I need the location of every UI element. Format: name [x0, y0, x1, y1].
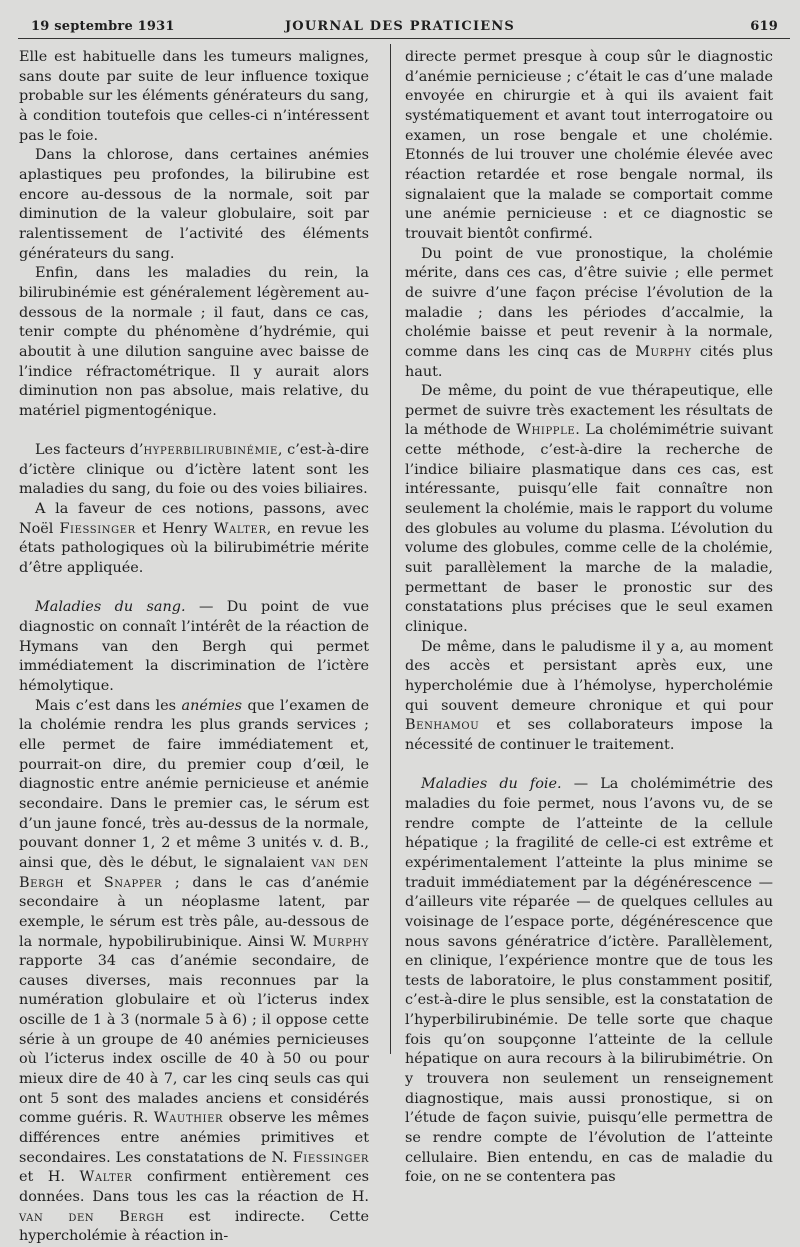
spacer	[19, 579, 369, 599]
header-date: 19 septembre 1931	[31, 19, 175, 34]
paragraph: directe permet presque à coup sûr le diagnostic d’anémie pernicieuse ; c’était le cas d’une malade envoyée en chirurgie et à qui ils avaient fait systématiquement et avant tout interrogatoire ou examen, un rose bengale et une cholémie. Etonnés de lui trouver une cholémie élevée avec réaction retardée et rose bengale normal, ils signalaient que la malade se comportait comme une anémie pernicieuse : et ce diagnostic se trouvait bientôt confirmé.	[405, 49, 773, 242]
spacer	[19, 421, 369, 441]
paragraph: De même, du point de vue thérapeutique, elle permet de suivre très exactement les résultats de la méthode de Whipple. La cholémimétrie suivant cette méthode, c’est-à-dire la recherche de l’indice biliaire plasmatique dans ces cas, est intéressante, puisqu’elle fait connaître non seulement la cholémie, mais le rapport du volume des globules au volume du plasma. L’évolution du volume des globules, comme celle de la cholémie, suit parallèlement la marche de la maladie, permettant de baser le pronostic sur des constatations plus précises que le seul examen clinique.	[405, 383, 773, 636]
journal-title: JOURNAL DES PRATICIENS	[284, 19, 516, 34]
spacer	[405, 756, 773, 776]
section-heading: Maladies du sang.	[35, 599, 186, 616]
paragraph: A la faveur de ces notions, passons, avec Noël Fiessinger et Henry Walter, en revue les états pathologiques où la bilirubimétrie mérite d’être appliquée.	[19, 501, 369, 577]
left-column	[19, 48, 369, 1247]
paragraph: Du point de vue pronostique, la cholémie mérite, dans ces cas, d’être suivie ; elle permet de suivre d’une façon précise l’évolution de la maladie ; dans les périodes d’accalmie, la cholémie baisse et peut revenir à la normale, comme dans les cinq cas de Murphy cités plus haut.	[405, 245, 773, 380]
paragraph: Enfin, dans les maladies du rein, la bilirubinémie est généralement légèrement au-dessous de la normale ; il faut, dans ce cas, tenir compte du phénomène d’hydrémie, qui aboutit à une dilution sanguine avec baisse de l’indice réfractométrique. Il y aurait alors diminution non pas absolue, mais relative, du matériel pigmentogénique.	[19, 265, 369, 419]
paragraph: Mais c’est dans les anémies que l’examen de la cholémie rendra les plus grands services ; elle permet de faire immédiatement et, pourrait-on dire, du premier coup d’œil, le diagnostic entre anémie pernicieuse et anémie secondaire. Dans le premier cas, le sérum est d’un jaune foncé, très au-dessus de la normale, pouvant donner 1, 2 et même 3 unités v. d. B., ainsi que, dès le début, le signalaient van den Bergh et Snapper ; dans le cas d’anémie secondaire à un néoplasme latent, par exemple, le sérum est très pâle, au-dessous de la normale, hypobilirubinique. Ainsi W. Murphy rapporte 34 cas d’anémie secondaire, de causes diverses, mais reconnues par la numération globulaire et où l’icterus index oscille de 1 à 3 (normale 5 à 6) ; il oppose cette série à un groupe de 40 anémies pernicieuses où l’icterus index oscille de 40 à 50 ou pour mieux dire de 40 à 7, car les cinq seuls cas qui ont 5 sont des malades anciens et considérés comme guéris. R. Wauthier observe les mêmes différences entre anémies primitives et secondaires. Les constatations de N. Fiessinger et H. Walter confirment entièrement ces données. Dans tous les cas la réaction de H. van den Bergh est indirecte. Cette hypercholémie à réaction in-	[19, 697, 369, 1245]
paragraph: Elle est habituelle dans les tumeurs malignes, sans doute par suite de leur influence toxique probable sur les éléments générateurs du sang, à condition toutefois que celles-ci n’intéressent pas le foie.	[19, 49, 369, 144]
page-number: 619	[750, 19, 778, 34]
paragraph: Les facteurs d’hyperbilirubinémie, c’est-à-dire d’ictère clinique ou d’ictère latent sont les maladies du sang, du foie ou des voies biliaires.	[19, 442, 369, 498]
paragraph: Dans la chlorose, dans certaines anémies aplastiques peu profondes, la bilirubine est encore au-dessous de la normale, soit par diminution de la valeur globulaire, soit par ralentissement de l’activité des éléments générateurs du sang.	[19, 147, 369, 262]
section-paragraph-maladies-du-sang: Maladies du sang. — Du point de vue diagnostic on connaît l’intérêt de la réaction de Hymans van den Bergh qui permet immédiatement la discrimination de l’ictère hémolytique.	[19, 599, 369, 694]
section-heading: Maladies du foie.	[421, 776, 562, 793]
column-divider	[390, 44, 391, 1054]
header-rule	[18, 38, 790, 39]
paragraph: De même, dans le paludisme il y a, au moment des accès et persistant après eux, une hypercholémie due à l’hémolyse, hypercholémie qui souvent demeure chronique et qui pour Benhamou et ses collaborateurs impose la nécessité de continuer le traitement.	[405, 638, 773, 753]
section-paragraph-maladies-du-foie: Maladies du foie. — La cholémimétrie des maladies du foie permet, nous l’avons vu, de se rendre compte de l’atteinte de la cellule hépatique ; la fragilité de celle-ci est extrême et expérimentalement l’atteinte la plus minime se traduit immédiatement par la dégénérescence — d’ailleurs vite réparée — de quelques cellules au voisinage de l’espace porte, dégénérescence que nous savons génératrice d’ictère. Parallèlement, en clinique, l’expérience montre que de tous les tests de laboratoire, le plus constamment positif, c’est-à-dire le plus sensible, est la constatation de l’hyperbilirubinémie. De telle sorte que chaque fois qu’on soupçonne l’atteinte de la cellule hépatique on aura recours à la bilirubimétrie. On y trouvera non seulement un renseignement diagnostique, mais aussi pronostique, si on l’étude de façon suivie, puisqu’elle permettra de se rendre compte de l’évolution de l’atteinte cellulaire. Bien entendu, en cas de maladie du foie, on ne se contentera pas	[405, 776, 773, 1186]
right-column	[405, 48, 773, 1188]
